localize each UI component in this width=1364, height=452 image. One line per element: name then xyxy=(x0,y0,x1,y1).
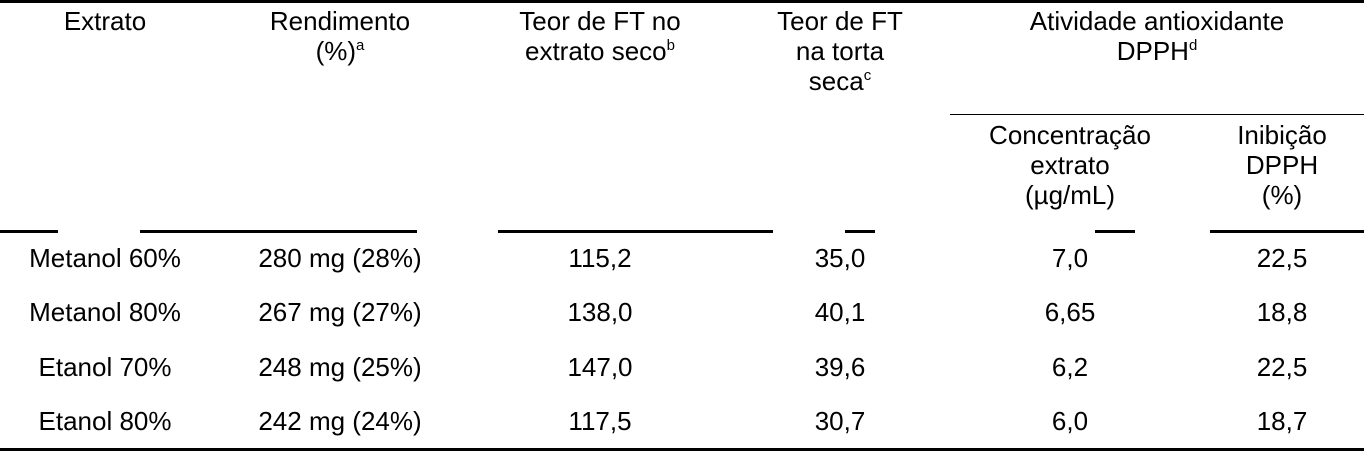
header-teor-torta-line3 xyxy=(740,66,940,96)
cell-rendimento: 267 mg (27%) xyxy=(258,297,422,327)
cell-teor-torta: 30,7 xyxy=(814,406,866,436)
cell-rendimento: 242 mg (24%) xyxy=(258,406,422,436)
footnote-marker-d: d xyxy=(1188,37,1198,54)
header-teor-extrato-line2 xyxy=(480,36,720,66)
header-rule-concentracao xyxy=(1095,230,1135,233)
cell-inibicao: 18,7 xyxy=(1256,406,1308,436)
cell-teor-extrato: 138,0 xyxy=(567,297,633,327)
header-concentracao-line1: Concentração xyxy=(989,120,1151,150)
header-rule-extrato xyxy=(0,230,58,233)
cell-inibicao: 22,5 xyxy=(1256,352,1308,382)
footnote-marker-c: c xyxy=(863,67,872,84)
header-rendimento xyxy=(210,6,470,66)
cell-rendimento: 248 mg (25%) xyxy=(258,352,422,382)
header-inibicao-line1: Inibição xyxy=(1237,120,1327,150)
footnote-marker-a: a xyxy=(356,37,365,54)
header-rendimento-line2 xyxy=(210,36,470,66)
cell-inibicao: 22,5 xyxy=(1256,243,1308,273)
cell-concentracao: 6,2 xyxy=(1051,352,1089,382)
header-teor-torta xyxy=(740,6,940,96)
cell-concentracao: 7,0 xyxy=(1051,243,1089,273)
header-teor-torta-text: seca xyxy=(808,66,864,96)
cell-teor-extrato: 115,2 xyxy=(568,243,632,273)
header-concentracao-line3: (µg/mL) xyxy=(1024,180,1116,210)
header-rendimento-unit: (%) xyxy=(315,36,357,66)
header-teor-torta-line2: na torta xyxy=(795,36,885,66)
header-rule-rendimento xyxy=(140,230,417,233)
cell-teor-extrato: 147,0 xyxy=(567,352,633,382)
cell-teor-extrato: 117,5 xyxy=(568,406,632,436)
bottom-rule xyxy=(0,448,1364,451)
cell-extrato: Metanol 60% xyxy=(29,243,181,273)
header-inibicao-line3: (%) xyxy=(1261,180,1303,210)
header-rule-inibicao xyxy=(1210,230,1364,233)
cell-extrato: Etanol 80% xyxy=(38,406,172,436)
top-rule xyxy=(0,0,1364,3)
header-concentracao xyxy=(950,120,1190,210)
header-atividade xyxy=(950,6,1364,66)
header-teor-extrato-text: extrato seco xyxy=(525,36,667,66)
cell-teor-torta: 40,1 xyxy=(814,297,866,327)
cell-inibicao: 18,8 xyxy=(1256,297,1308,327)
header-teor-torta-line1: Teor de FT xyxy=(777,6,903,36)
header-rule-teor-torta xyxy=(845,230,875,233)
header-concentracao-line2: extrato xyxy=(1030,150,1110,180)
header-teor-extrato xyxy=(480,6,720,66)
footnote-marker-b: b xyxy=(666,37,675,54)
header-atividade-line2 xyxy=(950,36,1364,66)
cell-teor-torta: 35,0 xyxy=(814,243,866,273)
cell-teor-torta: 39,6 xyxy=(814,352,866,382)
header-rendimento-line1: Rendimento xyxy=(269,6,411,36)
header-inibicao-line2: DPPH xyxy=(1245,150,1319,180)
cell-concentracao: 6,0 xyxy=(1051,406,1089,436)
header-atividade-line1: Atividade antioxidante xyxy=(1029,6,1285,36)
cell-extrato: Metanol 80% xyxy=(29,297,181,327)
cell-rendimento: 280 mg (28%) xyxy=(258,243,422,273)
cell-concentracao: 6,65 xyxy=(1044,297,1096,327)
cell-extrato: Etanol 70% xyxy=(38,352,172,382)
header-extrato: Extrato xyxy=(63,6,147,36)
header-inibicao xyxy=(1200,120,1364,210)
header-teor-extrato-line1: Teor de FT no xyxy=(519,6,681,36)
header-rule-teor-extrato xyxy=(498,230,773,233)
group-rule xyxy=(950,114,1364,115)
header-atividade-text: DPPH xyxy=(1116,36,1189,66)
